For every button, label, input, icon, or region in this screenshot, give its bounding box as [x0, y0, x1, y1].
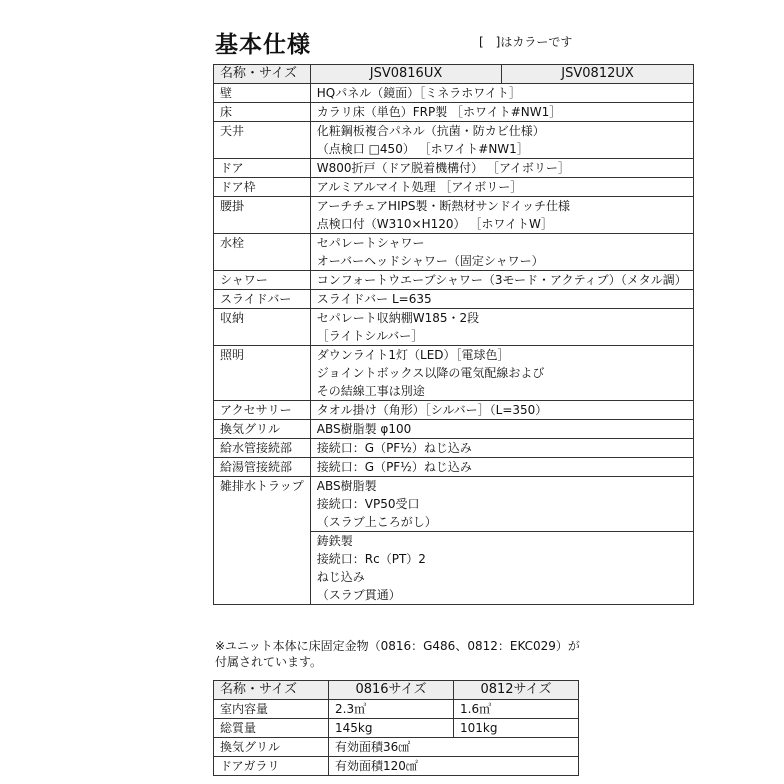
spec-label: 換気グリル — [214, 420, 311, 439]
spec-value-line: アルミアルマイト処理 ［アイボリー］ — [316, 180, 523, 194]
spec-value-line: ［ライトシルバー］ — [316, 329, 424, 343]
spec-value — [310, 159, 693, 178]
spec-row — [214, 290, 694, 309]
size-value-0812: 1.6㎥ — [454, 700, 579, 719]
size-value-0816: 145kg — [329, 719, 454, 738]
spec-value — [310, 458, 693, 477]
size-label: ドアガラリ — [214, 757, 329, 776]
spec-label: 床 — [214, 103, 311, 122]
spec-label: スライドバー — [214, 290, 311, 309]
spec-value-line: ジョイントボックス以降の電気配線および — [316, 366, 545, 380]
spec-label: ドア — [214, 159, 311, 178]
spec-value — [310, 234, 693, 271]
page-title: 基本仕様 — [215, 32, 311, 58]
trap-value-line: （スラブ上ころがし） — [316, 515, 437, 529]
spec-row — [214, 271, 694, 290]
size-header-0816: 0816サイズ — [329, 681, 454, 700]
spec-value — [310, 103, 693, 122]
spec-row — [214, 309, 694, 346]
spec-value — [310, 309, 693, 346]
size-row-volume — [214, 700, 579, 719]
spec-table — [213, 64, 694, 605]
spec-value-line: 化粧鋼板複合パネル（抗菌・防カビ仕様） — [316, 124, 545, 138]
spec-value-line: コンフォートウエーブシャワー（3モード・アクティブ）（メタル調） — [316, 273, 687, 287]
spec-value — [310, 290, 693, 309]
trap-value-line: 接続口：VP50受口 — [316, 497, 420, 511]
spec-label: 天井 — [214, 122, 311, 159]
spec-value — [310, 271, 693, 290]
size-label: 室内容量 — [214, 700, 329, 719]
spec-label: シャワー — [214, 271, 311, 290]
spec-row — [214, 346, 694, 401]
spec-value-line: タオル掛け（角形）［シルバー］（L=350） — [316, 403, 548, 417]
size-value-shared: 有効面積120㎠ — [329, 757, 579, 776]
color-note: [ ]はカラーです — [479, 35, 573, 49]
size-table — [213, 680, 579, 776]
spec-row — [214, 84, 694, 103]
spec-label: 腰掛 — [214, 197, 311, 234]
spec-label: 収納 — [214, 309, 311, 346]
spec-label: 壁 — [214, 84, 311, 103]
size-row-door-louver — [214, 757, 579, 776]
spec-value-line: セパレート収納棚W185・2段 — [316, 311, 480, 325]
trap-value-line: ABS樹脂製 — [316, 479, 377, 493]
trap-spec-cast-iron — [310, 532, 693, 605]
spec-label: 給湯管接続部 — [214, 458, 311, 477]
trap-value-line: ねじ込み — [316, 570, 365, 584]
spec-value-line: （点検口 □450） ［ホワイト#NW1］ — [316, 142, 529, 156]
header-col-0816: JSV0816UX — [310, 65, 502, 84]
header-col-0812: JSV0812UX — [502, 65, 694, 84]
spec-row — [214, 458, 694, 477]
spec-value-line: セパレートシャワー — [316, 236, 425, 250]
spec-row — [214, 159, 694, 178]
spec-value-line: カラリ床（単色）FRP製 ［ホワイト#NW1］ — [316, 105, 562, 119]
spec-row — [214, 178, 694, 197]
spec-row — [214, 197, 694, 234]
spec-value — [310, 401, 693, 420]
size-header-0812: 0812サイズ — [454, 681, 579, 700]
spec-row — [214, 401, 694, 420]
size-value-0812: 101kg — [454, 719, 579, 738]
spec-value-line: ABS樹脂製 φ100 — [316, 422, 412, 436]
size-row-vent-grille — [214, 738, 579, 757]
spec-value-line: W800折戸（ドア脱着機構付） ［アイボリー］ — [316, 161, 570, 175]
spec-label: 水栓 — [214, 234, 311, 271]
spec-row — [214, 420, 694, 439]
trap-row-1 — [214, 477, 694, 532]
spec-label: ドア枠 — [214, 178, 311, 197]
spec-rows — [214, 84, 694, 477]
spec-row — [214, 103, 694, 122]
spec-value-line: HQパネル（鏡面）［ミネラホワイト］ — [316, 86, 521, 100]
spec-value-line: 点検口付（W310×H120） ［ホワイトW］ — [316, 217, 553, 231]
spec-value-line: アーチチェアHIPS製・断熱材サンドイッチ仕様 — [316, 199, 571, 213]
spec-row — [214, 122, 694, 159]
spec-value — [310, 439, 693, 458]
trap-value-line: 接続口：Rc（PT）2 — [316, 552, 426, 566]
size-header-row — [214, 681, 579, 700]
spec-value — [310, 178, 693, 197]
spec-value — [310, 197, 693, 234]
spec-value-line: オーバーヘッドシャワー（固定シャワー） — [316, 254, 544, 268]
size-header-label: 名称・サイズ — [214, 681, 329, 700]
spec-value-line: ダウンライト1灯（LED）［電球色］ — [316, 348, 510, 362]
trap-label: 雑排水トラップ — [214, 477, 311, 605]
spec-value — [310, 420, 693, 439]
spec-value-line: 接続口：G（PF½）ねじ込み — [316, 460, 472, 474]
trap-spec-abs — [310, 477, 693, 532]
spec-value — [310, 122, 693, 159]
spec-row — [214, 234, 694, 271]
spec-value — [310, 346, 693, 401]
size-value-0816: 2.3㎥ — [329, 700, 454, 719]
spec-value — [310, 84, 693, 103]
spec-value-line: その結線工事は別途 — [316, 384, 425, 398]
spec-row — [214, 439, 694, 458]
spec-header-row — [214, 65, 694, 84]
trap-value-line: （スラブ貫通） — [316, 588, 401, 602]
spec-label: 給水管接続部 — [214, 439, 311, 458]
header-label: 名称・サイズ — [214, 65, 311, 84]
size-label: 換気グリル — [214, 738, 329, 757]
fixing-note: ※ユニット本体に床固定金物（0816：G486、0812：EKC029）が付属されています。 — [215, 639, 580, 669]
spec-label: 照明 — [214, 346, 311, 401]
spec-label: アクセサリー — [214, 401, 311, 420]
spec-value-line: 接続口：G（PF½）ねじ込み — [316, 441, 472, 455]
size-row-weight — [214, 719, 579, 738]
size-label: 総質量 — [214, 719, 329, 738]
spec-value-line: スライドバー L=635 — [316, 292, 432, 306]
trap-value-line: 鋳鉄製 — [316, 534, 353, 548]
size-value-shared: 有効面積36㎠ — [329, 738, 579, 757]
